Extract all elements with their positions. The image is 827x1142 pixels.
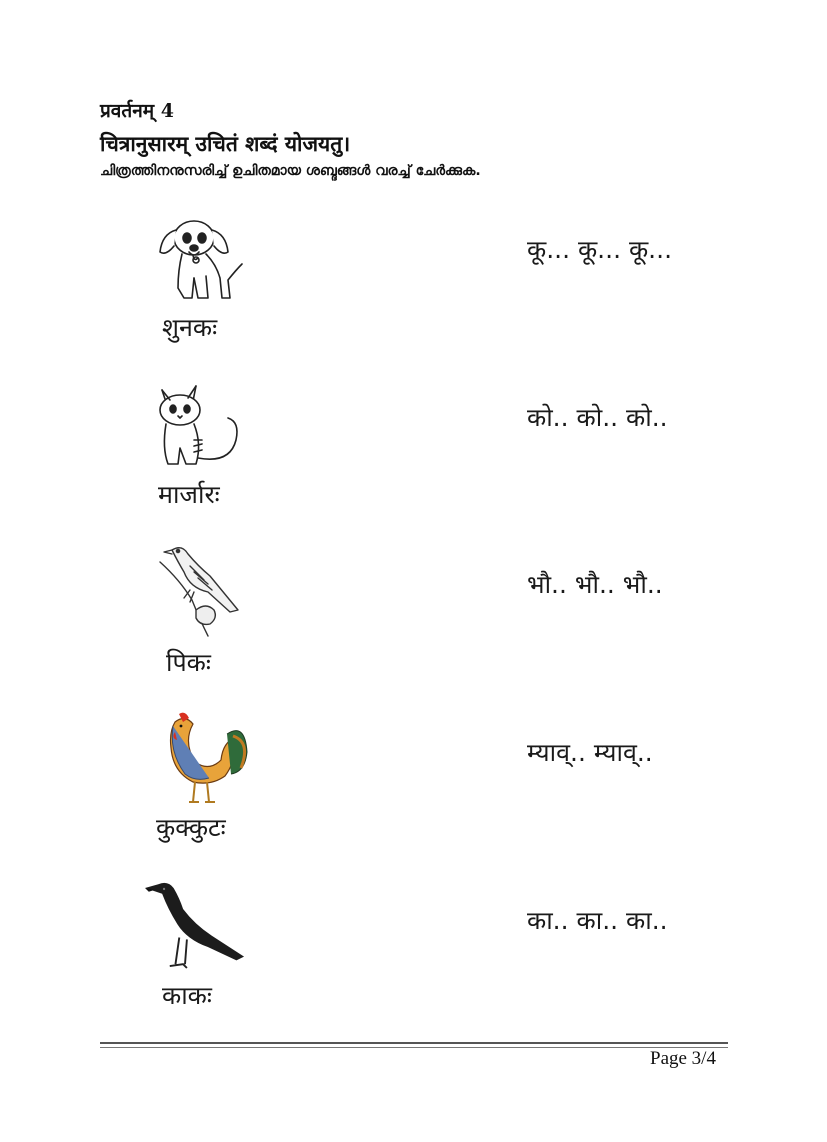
crow-icon: [145, 878, 245, 978]
sound-text: को.. को.. को..: [527, 403, 668, 432]
animal-name: काकः: [162, 981, 212, 1010]
page-number: Page 3/4: [650, 1048, 716, 1069]
animal-name: शुनकः: [162, 313, 218, 342]
animal-name: पिकः: [166, 648, 211, 677]
cat-icon: [152, 378, 252, 478]
footer-divider: [100, 1042, 728, 1044]
exercise-title: प्रवर्तनम् 4: [100, 100, 174, 122]
footer-divider: [100, 1047, 728, 1048]
sound-text: म्याव्.. म्याव्..: [527, 738, 653, 767]
animal-name: कुक्कुटः: [156, 813, 226, 842]
sound-text: का.. का.. का..: [527, 906, 668, 935]
sound-text: भौ.. भौ.. भौ..: [527, 570, 663, 599]
sound-text: कू... कू... कू...: [527, 235, 673, 264]
instruction-sanskrit: चित्रानुसारम् उचितं शब्दं योजयतु।: [100, 131, 351, 156]
rooster-icon: [155, 712, 255, 812]
instruction-malayalam: ചിത്രത്തിനനുസരിച്ച് ഉചിതമായ ശബ്ദങ്ങൾ വരച്ച് ചേർക്കുക.: [100, 163, 481, 179]
animal-name: मार्जारः: [158, 480, 220, 509]
cuckoo-bird-icon: [150, 540, 250, 640]
dog-icon: [150, 208, 250, 308]
